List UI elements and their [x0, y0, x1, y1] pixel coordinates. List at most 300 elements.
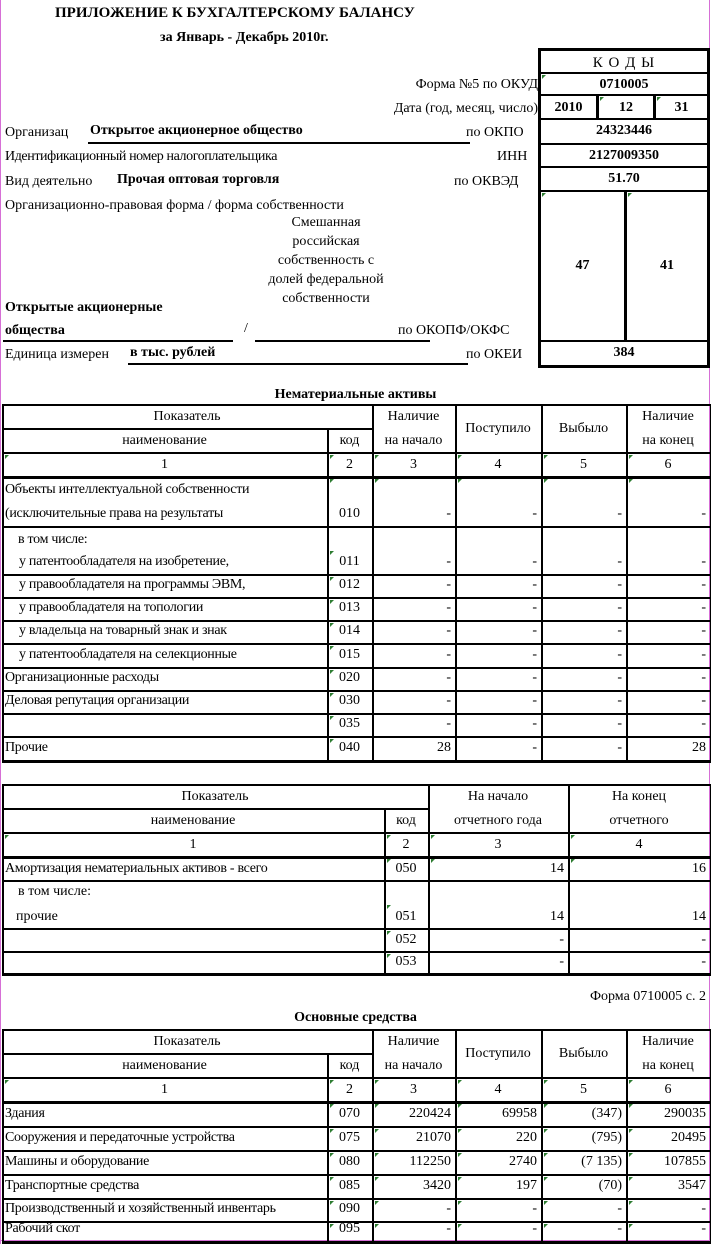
- date-year: 2010: [554, 100, 583, 115]
- cell-marker: [375, 1177, 379, 1181]
- table-row-line: [2, 620, 711, 622]
- cell-disposed: -: [617, 693, 622, 708]
- okpo-label: по ОКПО: [466, 125, 524, 140]
- cell-begin: -: [446, 670, 451, 685]
- table-row-line: [2, 690, 711, 692]
- cell-disposed: -: [617, 740, 622, 755]
- col-header-end: На конец: [611, 789, 667, 804]
- cell-received: 197: [516, 1178, 537, 1193]
- legal-form-label: Организационно-правовая форма / форма собственности: [5, 198, 344, 213]
- cell-marker: [458, 1080, 462, 1084]
- grid-line: [2, 856, 711, 859]
- col-number: 3: [410, 1082, 417, 1097]
- col-header-indicator: Показатель: [181, 789, 249, 804]
- row-code: 035: [339, 716, 360, 731]
- cell-marker: [330, 600, 334, 604]
- date-month: 12: [619, 100, 633, 115]
- col-header-begin: на начало: [384, 1058, 443, 1073]
- row-name: Машины и оборудование: [5, 1154, 150, 1169]
- row-name: Транспортные средства: [5, 1178, 140, 1193]
- cell-end: -: [701, 647, 706, 662]
- cell-marker: [375, 1224, 379, 1228]
- cell-end: -: [701, 693, 706, 708]
- table-row-line: [2, 736, 711, 738]
- row-code: 020: [339, 670, 360, 685]
- cell-begin: 21070: [416, 1130, 451, 1145]
- cell-marker: [330, 1153, 334, 1157]
- row-code: 070: [339, 1106, 360, 1121]
- col-header-indicator: Показатель: [153, 1034, 221, 1049]
- cell-marker: [330, 1224, 334, 1228]
- cell-marker: [375, 1201, 379, 1205]
- cell-received: 220: [516, 1130, 537, 1145]
- col-header-begin: на начало: [384, 433, 443, 448]
- row-code: 011: [339, 554, 360, 569]
- col-number: 2: [402, 837, 410, 852]
- cell-marker: [330, 1129, 334, 1133]
- col-header-begin: Наличие: [387, 1034, 440, 1049]
- cell-marker: [330, 1104, 334, 1108]
- cell-received: -: [532, 600, 537, 615]
- grid-line: [2, 1053, 372, 1055]
- cell-marker: [544, 455, 548, 459]
- row-code: 014: [339, 623, 360, 638]
- cell-begin: 112250: [409, 1154, 451, 1169]
- org-name: Открытое акционерное общество: [90, 123, 303, 138]
- table-row-line: [2, 574, 711, 576]
- cell-marker: [431, 859, 435, 863]
- col-number: 5: [580, 1082, 587, 1097]
- row-code: 075: [339, 1130, 360, 1145]
- okud-code: 0710005: [599, 77, 649, 92]
- row-name: Здания: [5, 1106, 45, 1121]
- cell-marker: [544, 1104, 548, 1108]
- codes-title: К О Д Ы: [592, 55, 656, 71]
- cell-received: -: [532, 693, 537, 708]
- cell-disposed: -: [617, 716, 622, 731]
- table-row-line: [2, 713, 711, 715]
- org-underline: [88, 142, 470, 144]
- cell-end: -: [701, 670, 706, 685]
- col-number: 3: [410, 457, 417, 472]
- col-header-end: на конец: [642, 433, 694, 448]
- col-header-received: Поступило: [465, 1046, 531, 1061]
- table-row-line: [2, 667, 711, 669]
- cell-marker: [458, 1177, 462, 1181]
- org-label: Организац: [5, 125, 69, 140]
- inn-label: ИНН: [497, 149, 528, 164]
- legal-form-underline: [3, 340, 233, 342]
- cell-marker: [629, 1177, 633, 1181]
- cell-begin: 14: [550, 861, 564, 876]
- cell-end: -: [701, 1201, 706, 1216]
- cell-marker: [5, 1080, 9, 1084]
- okopf-label: по ОКОПФ/ОКФС: [398, 323, 510, 338]
- col-number: 4: [494, 1082, 502, 1097]
- cell-marker: [458, 1201, 462, 1205]
- codes-divider: [541, 94, 707, 96]
- cell-marker: [629, 455, 633, 459]
- row-name: у патентообладателя на селекционные: [19, 647, 237, 662]
- cell-end: 290035: [664, 1106, 706, 1121]
- row-code: 090: [339, 1201, 360, 1216]
- cell-disposed: -: [617, 506, 622, 521]
- cell-end: -: [701, 716, 706, 731]
- col-header-received: Поступило: [465, 421, 531, 436]
- okopf-code: 47: [575, 258, 590, 273]
- cell-begin: -: [446, 1201, 451, 1216]
- okud-label: Форма №5 по ОКУД: [415, 77, 538, 92]
- cell-marker: [330, 1201, 334, 1205]
- cell-disposed: -: [617, 554, 622, 569]
- unit-underline: [128, 363, 468, 365]
- cell-received: -: [532, 716, 537, 731]
- okei-label: по ОКЕИ: [466, 347, 523, 362]
- col-header-begin: отчетного года: [453, 813, 543, 828]
- cell-marker: [375, 1080, 379, 1084]
- cell-begin: 14: [550, 909, 564, 924]
- row-name: у владельца на товарный знак и знак: [19, 623, 227, 638]
- row-name: Деловая репутация организации: [5, 693, 190, 708]
- codes-divider: [541, 143, 707, 145]
- cell-marker: [544, 1177, 548, 1181]
- cell-marker: [629, 1201, 633, 1205]
- row-code: 053: [395, 954, 417, 969]
- cell-marker: [5, 835, 9, 839]
- table-row-line: [2, 643, 711, 645]
- row-name: Амортизация нематериальных активов - всего: [5, 861, 268, 876]
- grid-line: [2, 428, 372, 430]
- col-number: 1: [161, 1082, 168, 1097]
- page-border-left: [0, 0, 1, 1244]
- cell-received: -: [532, 740, 537, 755]
- cell-marker: [629, 1153, 633, 1157]
- cell-begin: -: [559, 932, 564, 947]
- fixed-assets-title: Основные средства: [294, 1010, 417, 1025]
- cell-begin: 220424: [409, 1106, 451, 1121]
- cell-end: -: [701, 577, 706, 592]
- cell-marker: [330, 693, 334, 697]
- row-name: Сооружения и передаточные устройства: [5, 1130, 235, 1145]
- cell-marker: [375, 455, 379, 459]
- col-header-name: наименование: [150, 813, 236, 828]
- cell-marker: [330, 716, 334, 720]
- cell-marker: [458, 1129, 462, 1133]
- row-code: 030: [339, 693, 360, 708]
- cell-begin: -: [446, 623, 451, 638]
- col-number: 4: [494, 457, 502, 472]
- cell-begin: -: [446, 600, 451, 615]
- col-header-name: наименование: [122, 433, 207, 448]
- row-name: в том числе:: [18, 884, 91, 899]
- col-number: 2: [346, 457, 353, 472]
- row-name: у патентообладателя на изобретение,: [19, 554, 229, 569]
- table-border-bottom: [2, 973, 711, 976]
- cell-marker: [387, 859, 391, 863]
- form-period: за Январь - Декабрь 2010г.: [160, 30, 329, 45]
- codes-divider: [541, 340, 707, 342]
- col-header-code: код: [339, 1058, 360, 1073]
- cell-marker: [629, 479, 633, 483]
- col-header-disposed: Выбыло: [558, 421, 609, 436]
- col-header-begin: На начало: [467, 789, 529, 804]
- row-code: 095: [339, 1221, 360, 1236]
- cell-received: -: [532, 670, 537, 685]
- cell-begin: -: [559, 954, 564, 969]
- cell-begin: -: [446, 506, 451, 521]
- table-border-top: [2, 404, 711, 406]
- col-number: 2: [346, 1082, 353, 1097]
- legal-form-line2: общества: [5, 323, 65, 338]
- cell-marker: [542, 193, 546, 197]
- cell-marker: [628, 193, 632, 197]
- col-header-code: код: [396, 813, 416, 828]
- row-code: 040: [339, 740, 360, 755]
- cell-begin: -: [446, 577, 451, 592]
- cell-disposed: (795): [591, 1130, 622, 1145]
- cell-marker: [330, 739, 334, 743]
- table-row-line: [2, 597, 711, 599]
- cell-disposed: -: [617, 647, 622, 662]
- cell-disposed: -: [617, 623, 622, 638]
- cell-marker: [375, 479, 379, 483]
- cell-marker: [458, 455, 462, 459]
- table-row-line: [2, 1198, 711, 1200]
- row-name: (исключительные права на результаты: [5, 506, 223, 521]
- cell-disposed: -: [617, 670, 622, 685]
- cell-marker: [375, 1129, 379, 1133]
- cell-marker: [458, 1104, 462, 1108]
- cell-marker: [629, 1080, 633, 1084]
- cell-disposed: (347): [591, 1106, 622, 1121]
- row-code: 015: [339, 647, 360, 662]
- col-number: 6: [664, 457, 672, 472]
- grid-line: [2, 784, 4, 973]
- row-name: прочие: [16, 909, 58, 924]
- unit-label: Единица измерен: [5, 347, 109, 362]
- table-row-line: [2, 928, 711, 930]
- row-name: в том числе:: [18, 532, 88, 547]
- okei-code: 384: [613, 345, 635, 360]
- col-header-end: отчетного: [609, 813, 669, 828]
- grid-line: [2, 476, 711, 479]
- table-row-line: [2, 526, 711, 528]
- cell-end: 20495: [671, 1130, 706, 1145]
- cell-received: -: [532, 506, 537, 521]
- col-header-indicator: Показатель: [153, 409, 221, 424]
- codes-box-top: [538, 48, 710, 51]
- cell-disposed: -: [617, 1201, 622, 1216]
- table-row-line: [2, 1126, 711, 1128]
- cell-begin: 3420: [423, 1178, 451, 1193]
- cell-begin: -: [446, 1221, 451, 1236]
- inn-code: 2127009350: [589, 148, 659, 163]
- cell-marker: [458, 1224, 462, 1228]
- cell-marker: [330, 670, 334, 674]
- table-row-line: [2, 1174, 711, 1176]
- cell-marker: [330, 551, 334, 555]
- inn-left-label: Идентификационный номер налогоплательщика: [5, 149, 278, 164]
- cell-disposed: (7 135): [581, 1154, 622, 1169]
- col-header-code: код: [339, 433, 360, 448]
- cell-marker: [544, 1129, 548, 1133]
- row-name: у правообладателя на топологии: [19, 600, 204, 615]
- grid-line: [2, 452, 711, 454]
- cell-begin: 28: [437, 740, 451, 755]
- activity-label: Вид деятельно: [5, 174, 93, 189]
- unit-value: в тыс. рублей: [130, 345, 216, 360]
- cell-marker: [431, 835, 435, 839]
- cell-received: -: [532, 554, 537, 569]
- cell-marker: [330, 577, 334, 581]
- activity-name: Прочая оптовая торговля: [117, 172, 280, 187]
- col-header-end: Наличие: [642, 409, 694, 424]
- cell-end: -: [701, 506, 706, 521]
- row-code: 050: [395, 861, 417, 876]
- cell-marker: [375, 1153, 379, 1157]
- cell-begin: -: [446, 554, 451, 569]
- col-header-disposed: Выбыло: [558, 1046, 609, 1061]
- okved-code: 51.70: [608, 171, 640, 186]
- cell-end: 3547: [678, 1178, 706, 1193]
- cell-marker: [571, 835, 575, 839]
- row-name: Производственный и хозяйственный инвентарь: [5, 1201, 276, 1216]
- cell-received: 69958: [502, 1106, 537, 1121]
- ownership-text: Смешанная российская собственность с долей федеральной собственности: [268, 215, 384, 306]
- cell-marker: [387, 835, 391, 839]
- date-label: Дата (год, месяц, число): [393, 101, 538, 116]
- ownership-underline: [255, 340, 430, 342]
- okpo-code: 24323446: [596, 123, 652, 138]
- col-number: 6: [664, 1082, 672, 1097]
- row-code: 013: [339, 600, 360, 615]
- row-code: 085: [339, 1178, 360, 1193]
- codes-divider: [541, 166, 707, 168]
- cell-begin: -: [446, 693, 451, 708]
- cell-marker: [330, 1080, 334, 1084]
- cell-marker: [629, 1224, 633, 1228]
- cell-disposed: (70): [598, 1178, 622, 1193]
- cell-marker: [5, 455, 9, 459]
- cell-end: -: [701, 932, 706, 947]
- col-number: 4: [635, 837, 643, 852]
- cell-end: 16: [692, 861, 706, 876]
- col-number: 5: [580, 457, 587, 472]
- col-header-name: наименование: [122, 1058, 207, 1073]
- row-code: 080: [339, 1154, 360, 1169]
- col-header-end: Наличие: [642, 1034, 694, 1049]
- cell-marker: [544, 479, 548, 483]
- cell-end: 14: [692, 909, 706, 924]
- cell-received: -: [532, 647, 537, 662]
- table-border-bottom: [2, 760, 711, 763]
- cell-received: -: [532, 1201, 537, 1216]
- cell-received: -: [532, 577, 537, 592]
- col-header-begin: Наличие: [387, 409, 440, 424]
- row-name: Объекты интеллектуальной собственности: [5, 482, 250, 497]
- row-code: 052: [395, 932, 417, 947]
- col-number: 1: [161, 457, 168, 472]
- cell-end: -: [701, 954, 706, 969]
- date-day: 31: [674, 100, 689, 115]
- legal-form-slash: /: [244, 321, 248, 336]
- cell-marker: [544, 1201, 548, 1205]
- table-border-top: [2, 784, 711, 786]
- cell-received: -: [532, 1221, 537, 1236]
- codes-box-bottom: [541, 365, 710, 368]
- intangibles-title: Нематериальные активы: [274, 387, 437, 402]
- cell-marker: [375, 1104, 379, 1108]
- cell-marker: [629, 1129, 633, 1133]
- row-name: Рабочий скот: [5, 1221, 80, 1236]
- cell-end: 107855: [664, 1154, 706, 1169]
- codes-divider: [541, 72, 707, 74]
- cell-disposed: -: [617, 600, 622, 615]
- codes-box-left: [538, 48, 541, 368]
- cell-end: -: [701, 554, 706, 569]
- grid-line: [2, 832, 711, 834]
- cell-marker: [387, 954, 391, 958]
- form-page-label: Форма 0710005 с. 2: [589, 989, 706, 1004]
- cell-end: -: [701, 600, 706, 615]
- cell-disposed: -: [617, 577, 622, 592]
- codes-divider: [541, 118, 707, 120]
- table-border-top: [2, 1029, 711, 1031]
- col-header-end: на конец: [642, 1058, 694, 1073]
- cell-end: -: [701, 623, 706, 638]
- cell-received: -: [532, 623, 537, 638]
- table-row-line: [2, 951, 711, 953]
- cell-marker: [544, 1080, 548, 1084]
- legal-form-line1: Открытые акционерные: [5, 300, 163, 315]
- row-name: Организационные расходы: [5, 670, 159, 685]
- table-row-line: [2, 1150, 711, 1152]
- grid-line: [2, 808, 428, 810]
- cell-begin: -: [446, 647, 451, 662]
- cell-marker: [571, 859, 575, 863]
- cell-marker: [458, 1153, 462, 1157]
- cell-end: 28: [692, 740, 706, 755]
- cell-marker: [330, 455, 334, 459]
- codes-box-right: [707, 48, 710, 368]
- table-row-line: [2, 880, 711, 882]
- cell-begin: -: [446, 716, 451, 731]
- cell-marker: [330, 1177, 334, 1181]
- cell-marker: [387, 905, 391, 909]
- cell-marker: [387, 931, 391, 935]
- form-title: ПРИЛОЖЕНИЕ К БУХГАЛТЕРСКОМУ БАЛАНСУ: [55, 5, 415, 21]
- row-code: 012: [339, 577, 360, 592]
- grid-line: [2, 1101, 711, 1104]
- cell-end: -: [701, 1221, 706, 1236]
- cell-marker: [458, 479, 462, 483]
- col-number: 3: [494, 837, 502, 852]
- cell-marker: [544, 1224, 548, 1228]
- cell-disposed: -: [617, 1221, 622, 1236]
- cell-marker: [629, 1104, 633, 1108]
- grid-line: [2, 1077, 711, 1079]
- col-number: 1: [189, 837, 197, 852]
- row-code: 010: [339, 506, 360, 521]
- okved-label: по ОКВЭД: [454, 174, 519, 189]
- cell-marker: [544, 1153, 548, 1157]
- cell-marker: [330, 623, 334, 627]
- cell-received: 2740: [509, 1154, 537, 1169]
- cell-marker: [330, 646, 334, 650]
- okfs-code: 41: [660, 258, 674, 273]
- cell-marker: [330, 479, 334, 483]
- row-name: Прочие: [5, 740, 48, 755]
